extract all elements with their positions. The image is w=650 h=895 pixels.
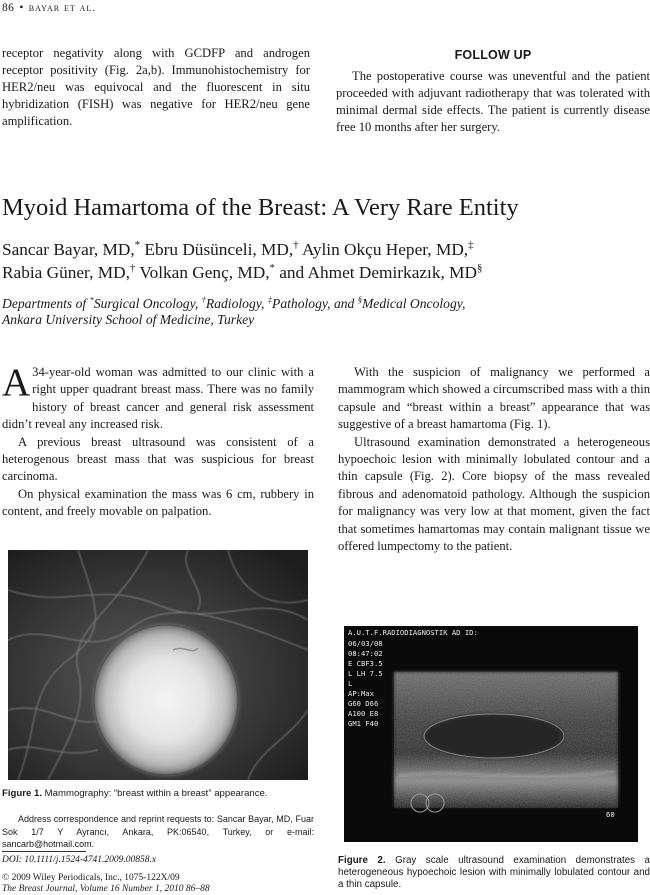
follow-up-heading: FOLLOW UP bbox=[454, 48, 532, 62]
affiliation-unit: Radiology, bbox=[205, 296, 268, 311]
affiliation-mark: † bbox=[201, 294, 206, 305]
us-param: AP:Max bbox=[348, 689, 374, 698]
us-header: A.U.T.F.RADIODIAGNOSTIK AD ID: bbox=[348, 628, 478, 637]
ultrasound-image bbox=[344, 626, 638, 842]
running-head-bullet: • bbox=[19, 2, 24, 14]
mass-lesion bbox=[94, 625, 238, 775]
body-paragraph: Ultrasound examination demonstrated a heterogeneous hypoechoic lesion with minimally lobulated contour and a thin capsule (Fig. 2). Core biopsy of the mass revealed fibrous and adenomatoid pathology. Although the suspicion for malignancy was very low at that moment, given the fact that sometimes hamartomas may contain malignant tissue we offered lumpectomy to the patient. bbox=[338, 434, 650, 554]
journal-citation: The Breast Journal, Volume 16 Number 1, 2010 86–88 bbox=[2, 883, 210, 894]
author-name: and Ahmet Demirkazık, MD bbox=[279, 263, 477, 282]
doi: DOI: 10.1111/j.1524-4741.2009.00858.x bbox=[2, 855, 157, 865]
drop-cap: A bbox=[2, 361, 31, 404]
body-paragraph: On physical examination the mass was 6 cm, rubbery in content, and freely movable on palpation. bbox=[2, 486, 314, 519]
running-head-authors: bayar et al. bbox=[28, 2, 97, 14]
previous-article-paragraph: receptor negativity along with GCDFP and androgen receptor positivity (Fig. 2a,b). Immunohistochemistry for HER2/neu was equivocal and the fluorescent in situ hybridization (FISH) was negative for HER2/neu gene amplification. bbox=[2, 46, 310, 128]
affiliation-prefix: Departments of bbox=[2, 296, 90, 311]
footnote-divider bbox=[2, 851, 86, 852]
copyright-line: © 2009 Wiley Periodicals, Inc., 1075-122X/09 bbox=[2, 873, 180, 883]
us-param: L LH 7.5 bbox=[348, 669, 383, 678]
copyright-block bbox=[2, 873, 210, 894]
affiliation-unit: Pathology, and bbox=[272, 296, 358, 311]
body-paragraph: With the suspicion of malignancy we performed a mammogram which showed a circumscribed mass with a thin capsule and “breast within a breast” appearance that was suggestive of a breast hamartoma (Fig. 1). bbox=[338, 365, 650, 432]
affiliation-mark: § bbox=[357, 294, 362, 305]
author-name: Volkan Genç, MD, bbox=[139, 263, 270, 282]
affiliation-institution: Ankara University School of Medicine, Turkey bbox=[2, 312, 255, 327]
author-mark: * bbox=[269, 262, 275, 275]
correspondence-address: Address correspondence and reprint requests to: Sancar Bayar, MD, Fuar Sok 1/7 Y Ayrancı, Ankara, PK:06540, Turkey, or e-mail: sancarb@hotmail.com. bbox=[2, 814, 314, 849]
author-mark: § bbox=[476, 262, 483, 275]
paragraph-text: 34-year-old woman was admitted to our clinic with a right upper quadrant breast mass. There was no family history of breast cancer and general risk assessment didn’t reveal any increased risk. bbox=[2, 365, 314, 432]
figure-2-caption bbox=[338, 855, 650, 891]
article-title: Myoid Hamartoma of the Breast: A Very Rare Entity bbox=[2, 194, 519, 221]
page-number: 86 bbox=[2, 2, 15, 14]
body-paragraph: A previous breast ultrasound was consistent of a heterogenous breast mass that was suspicious for breast carcinoma. bbox=[2, 434, 314, 484]
affiliation-unit: Medical Oncology, bbox=[361, 296, 466, 311]
author-list bbox=[2, 238, 648, 284]
us-param: A100 E8 bbox=[348, 709, 379, 718]
left-column bbox=[2, 361, 314, 521]
us-param: GM1 F40 bbox=[348, 719, 379, 728]
us-param: G60 D66 bbox=[348, 699, 379, 708]
affiliation-mark: * bbox=[89, 294, 94, 305]
figure-label: Figure 1. bbox=[2, 788, 42, 799]
author-mark: † bbox=[293, 239, 299, 252]
affiliation-unit: Surgical Oncology, bbox=[93, 296, 202, 311]
affiliation-mark: ‡ bbox=[267, 294, 273, 305]
follow-up-paragraph: The postoperative course was uneventful and the patient proceeded with adjuvant radiotherapy that was tolerated with minimal dermal side effects. The patient is currently disease free 10 months after her surgery. bbox=[336, 69, 650, 134]
figure-label: Figure 2. bbox=[338, 855, 386, 866]
figure-1-caption bbox=[2, 788, 314, 800]
author-mark: * bbox=[134, 239, 141, 252]
author-name: Rabia Güner, MD, bbox=[2, 263, 130, 282]
us-date: 06/03/08 bbox=[348, 639, 383, 648]
figure-2-ultrasound bbox=[344, 626, 638, 842]
affiliation bbox=[2, 296, 648, 328]
author-mark: † bbox=[129, 262, 136, 275]
us-depth: 60 bbox=[606, 810, 615, 819]
mammogram-image bbox=[8, 550, 308, 780]
right-column bbox=[338, 364, 650, 555]
author-name: Ebru Düsünceli, MD, bbox=[144, 240, 294, 259]
author-mark: ‡ bbox=[468, 239, 474, 252]
author-name: Aylin Okçu Heper, MD, bbox=[301, 240, 469, 259]
caption-text: Mammography: “breast within a breast” appearance. bbox=[44, 788, 268, 799]
caption-text: Gray scale ultrasound examination demonstrates a heterogeneous hypoechoic lesion with minimally lobulated contour and a thin capsule. bbox=[338, 855, 650, 890]
us-param: L bbox=[348, 679, 353, 688]
author-name: Sancar Bayar, MD, bbox=[2, 240, 135, 259]
running-head bbox=[2, 2, 96, 14]
figure-1-mammogram bbox=[8, 550, 308, 780]
body-paragraph bbox=[2, 361, 314, 434]
us-param: E CBF3.5 bbox=[348, 659, 383, 668]
us-time: 08:47:02 bbox=[348, 649, 383, 658]
